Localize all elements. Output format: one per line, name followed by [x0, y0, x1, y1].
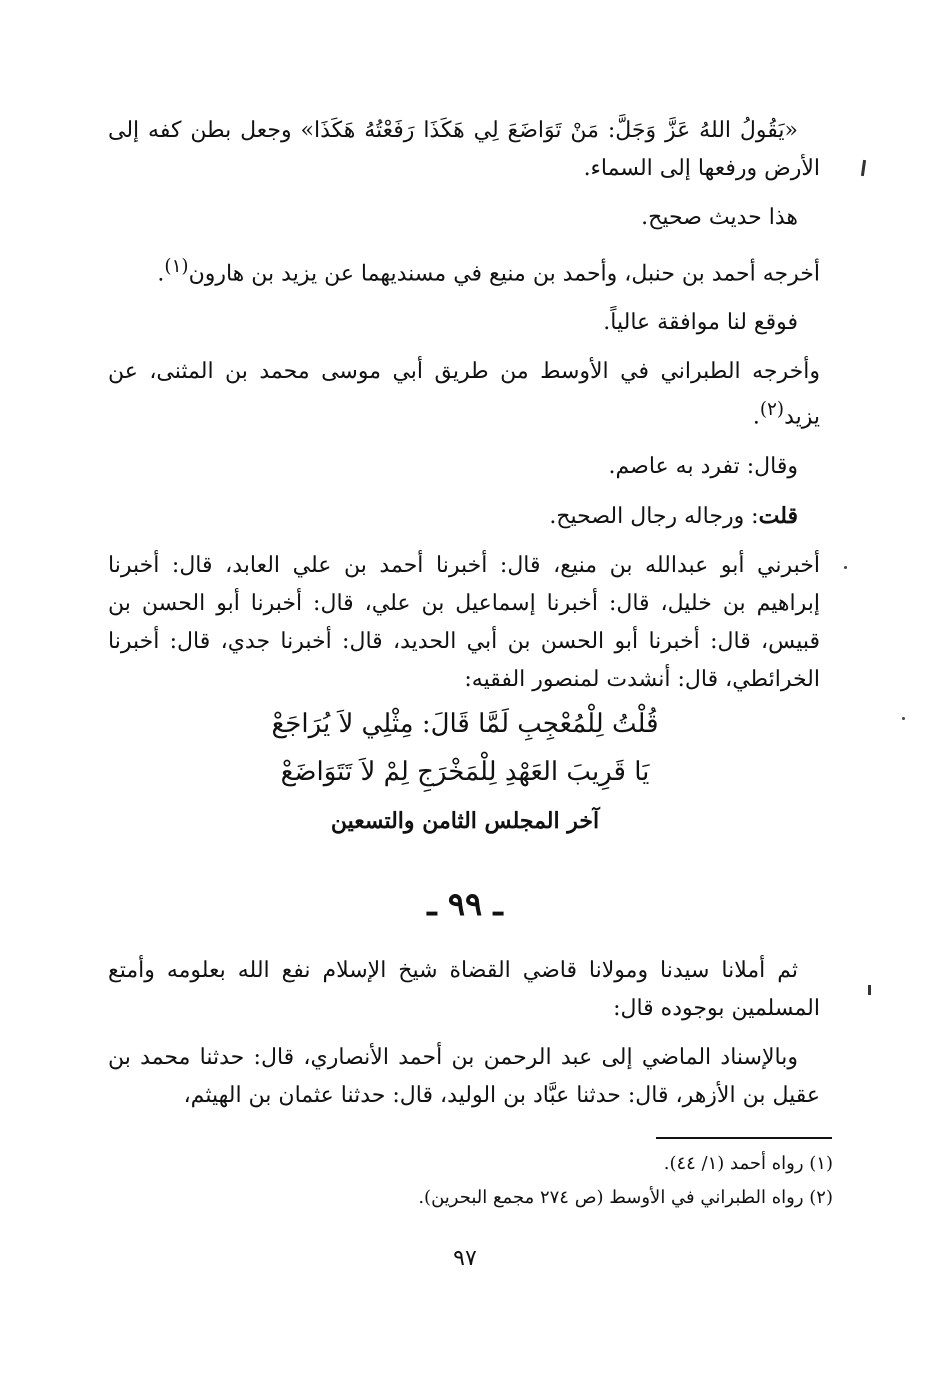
footnote-2: (٢) رواه الطبراني في الأوسط (ص ٢٧٤ مجمع البحرين). [418, 1187, 833, 1208]
footnotes [300, 1147, 833, 1215]
footnote-ref-2[interactable]: (٢) [759, 399, 785, 421]
main-text-lower [108, 952, 820, 1126]
verse-line-1: قُلْتُ لِلْمُعْجِبِ لَمَّا قَالَ: مِثْلِي لاَ يُرَاجَعْ [271, 709, 659, 739]
grading-paragraph: هذا حديث صحيح. [641, 205, 798, 230]
verse-line-2: يَا قَرِيبَ العَهْدِ لِلْمَخْرَجِ لِمْ لاَ تَتَوَاضَعْ [280, 757, 650, 787]
footnote-1: (١) رواه أحمد (١/ ٤٤). [663, 1153, 833, 1174]
tafarrud-paragraph: وقال: تفرد به عاصم. [608, 453, 798, 479]
qultu-text: : ورجاله رجال الصحيح. [549, 503, 759, 529]
session-number-heading: ـ ٩٩ ـ [427, 885, 503, 923]
imla-paragraph: ثم أملانا سيدنا ومولانا قاضي القضاة شيخ الإسلام نفع الله بعلومه وأمتع المسلمين بوجوده قال: [108, 958, 820, 1021]
isnad-paragraph-2: وبالإسناد الماضي إلى عبد الرحمن بن أحمد الأنصاري، قال: حدثنا محمد بن عقيل بن الأزهر، قال: حدثنا عبَّاد بن الوليد، قال: حدثنا عثمان بن الهيثم، [108, 1045, 820, 1108]
qultu-paragraph [108, 497, 820, 536]
takhrij-paragraph [108, 248, 820, 293]
tabarani-text: وأخرجه الطبراني في الأوسط من طريق أبي موسى محمد بن المثنى، عن يزيد [108, 359, 820, 430]
poem-verses [180, 700, 750, 796]
footnote-separator [656, 1137, 832, 1139]
qultu-label: قلت [758, 502, 798, 529]
scan-speck [902, 717, 905, 720]
page-number: ٩٧ [453, 1246, 477, 1271]
muwafaqa-paragraph: فوقع لنا موافقة عالياً. [603, 310, 798, 336]
footnote-ref-1[interactable]: (١) [164, 256, 189, 277]
isnad-paragraph: أخبرني أبو عبدالله بن منيع، قال: أخبرنا أحمد بن علي العابد، قال: أخبرنا إبراهيم بن خليل، قال: أخبرنا إسماعيل بن علي، قال: أخبرنا أبو الحسن بن قبيس، قال: أخبرنا أبو الحسن بن أبي الحديد، قال: أخبرنا جدي، قال: أخبرنا الخرائطي، قال: أنشدت لمنصور الفقيه: [108, 552, 820, 692]
scan-speck [844, 566, 847, 569]
tabarani-paragraph [108, 353, 820, 436]
main-text-upper [108, 112, 820, 710]
margin-mark [861, 160, 866, 176]
hadith-paragraph: «يَقُولُ اللهُ عَزَّ وَجَلَّ: مَنْ تَوَاضَعَ لِي هَكَذَا رَفَعْتُهُ هَكَذَا» وجعل بطن كفه إلى الأرض ورفعها إلى السماء. [108, 118, 820, 181]
session-end-heading: آخر المجلس الثامن والتسعين [330, 808, 600, 834]
margin-mark [868, 985, 871, 995]
takhrij-end: . [157, 261, 165, 287]
tabarani-end: . [752, 404, 760, 430]
takhrij-text: أخرجه أحمد بن حنبل، وأحمد بن منيع في مسنديهما عن يزيد بن هارون [188, 261, 820, 287]
